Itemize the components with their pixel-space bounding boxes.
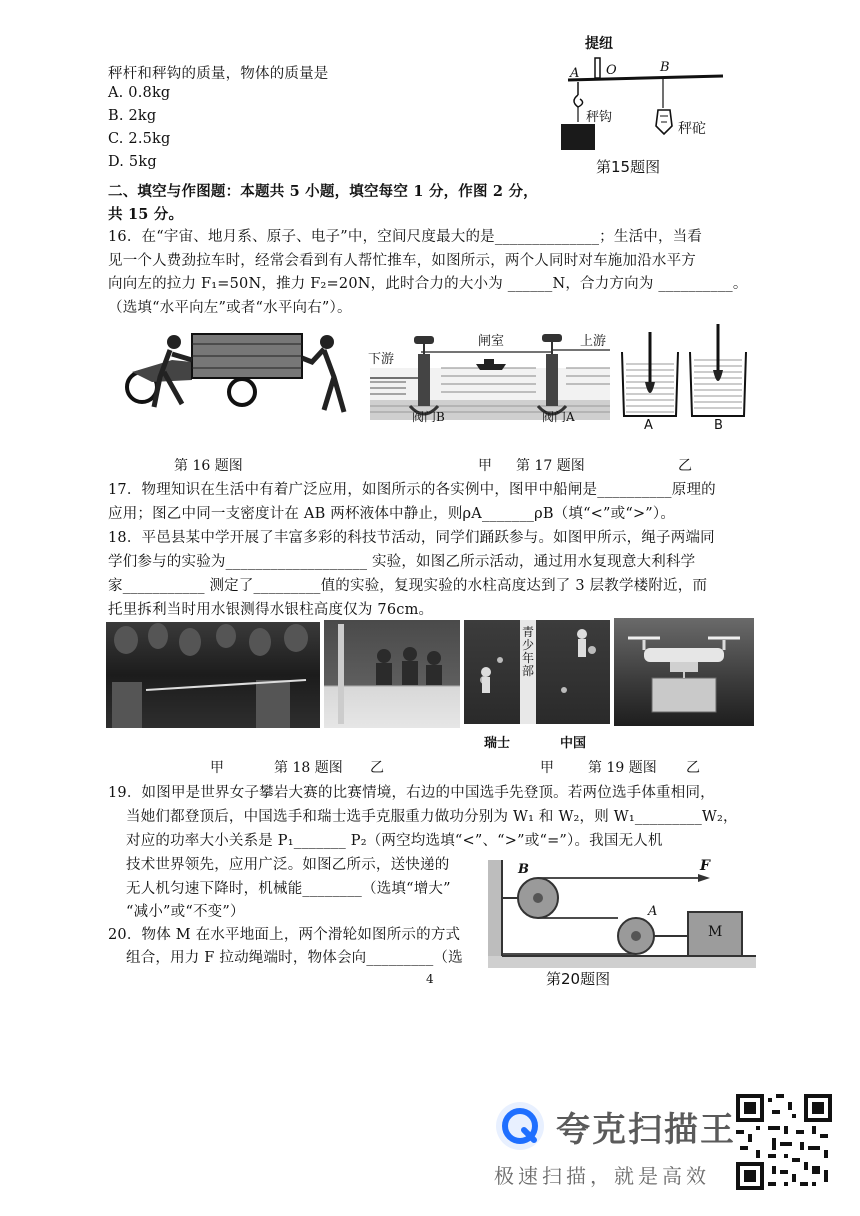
figure-17-yi-label: 乙: [678, 458, 692, 474]
label-beaker-b: B: [714, 418, 723, 433]
figure-18-jia-label: 甲: [210, 760, 224, 776]
q16-line-3: 向向左的拉力 F₁=50N，推力 F₂=20N，此时合力的大小为 ______N，合力方向为 __________。: [108, 276, 748, 292]
q19-line-1: 19．如图甲是世界女子攀岩大赛的比赛情境，右边的中国选手先登顶。若两位选手体重相同，: [108, 785, 715, 801]
label-b: B: [660, 60, 670, 75]
footer-slogan: 极速扫描，就是高效: [494, 1164, 710, 1188]
figure-19-jia-photo: [464, 620, 610, 724]
q15-option-c: C. 2.5kg: [108, 131, 171, 147]
page-number: 4: [426, 972, 434, 986]
q20-line-1: 20．物体 M 在水平地面上，两个滑轮如图所示的方式: [108, 927, 461, 943]
q15-stem: 秤杆和秤钩的质量，物体的质量是: [108, 66, 329, 82]
q16-line-4: （选填“水平向左”或者“水平向右”）。: [108, 300, 352, 316]
q20-line-2: 组合，用力 F 拉动绳端时，物体会向_________（选: [126, 950, 463, 966]
figure-18-yi-photo: [324, 620, 460, 728]
figure-19-jia-label: 甲: [540, 760, 554, 776]
label-xiayou: 下游: [368, 352, 395, 367]
label-tiniu: 提纽: [585, 36, 613, 52]
figure-20-pulleys: [488, 860, 756, 990]
q16-line-1: 16．在“宇宙、地月系、原子、电子”中，空间尺度最大的是______________；生活中，当看: [108, 229, 703, 245]
q19-line-6: “减小”或“不变”）: [126, 904, 245, 920]
label-o: O: [606, 63, 617, 78]
q17-line-2: 应用；图乙中同一支密度计在 AB 两杯液体中静止，则ρA_______ρB（填“<”或“>”）。: [108, 506, 676, 522]
label-chenggou: 秤钩: [586, 110, 613, 125]
label-pulley-a: A: [648, 904, 658, 919]
label-pulley-b: B: [518, 862, 529, 877]
figure-18-jia-photo: [106, 622, 320, 728]
q18-line-1: 18．平邑县某中学开展了丰富多彩的科技节活动，同学们踊跃参与。如图甲所示，绳子两端同: [108, 530, 715, 546]
figure-17-ship-lock: [366, 326, 614, 424]
figure-17-beakers: [618, 320, 758, 436]
figure-19-caption: 第 19 题图: [588, 760, 657, 776]
figure-17-jia-label: 甲: [478, 458, 492, 474]
q19-line-4: 技术世界领先，应用广泛。如图乙所示，送快递的: [126, 857, 450, 873]
figure-19-yi-drone-photo: [614, 618, 754, 726]
figure-17-caption: 第 17 题图: [516, 458, 585, 474]
q18-line-4: 托里拆利当时用水银测得水银柱高度仅为 76cm。: [108, 602, 434, 618]
q16-line-2: 见一个人费劲拉车时，经常会看到有人帮忙推车，如图所示，两个人同时对车施加沿水平方: [108, 253, 696, 269]
q18-line-3: 家___________ 测定了_________值的实验，复现实验的水柱高度达到了 3 层教学楼附近，而: [108, 578, 708, 594]
figure-16-cart: [112, 322, 368, 422]
label-beaker-a: A: [644, 418, 653, 433]
quark-logo-icon: [494, 1100, 546, 1152]
q15-option-b: B. 2kg: [108, 108, 157, 124]
section-2-title-cont: 共 15 分。: [108, 206, 184, 223]
q17-line-1: 17．物理知识在生活中有着广泛应用，如图所示的各实例中，图甲中船闸是__________原理的: [108, 482, 716, 498]
q19-line-3: 对应的功率大小关系是 P₁_______ P₂（两空均选填“<”、“>”或“=”）。我国无人机: [126, 833, 663, 849]
label-zhashi: 闸室: [478, 334, 505, 349]
figure-18-caption: 第 18 题图: [274, 760, 343, 776]
label-shangyou: 上游: [580, 334, 607, 349]
q15-option-d: D. 5kg: [108, 154, 157, 170]
climbing-wall-sign: 青少年部: [522, 625, 535, 678]
figure-19-yi-label: 乙: [686, 760, 700, 776]
footer-brand: 夸克扫描王: [556, 1110, 736, 1150]
section-2-title: 二、填空与作图题：本题共 5 小题，填空每空 1 分，作图 2 分，: [108, 183, 538, 200]
label-block-m: M: [708, 924, 723, 940]
figure-18-yi-label: 乙: [370, 760, 384, 776]
label-zhongguo: 中国: [560, 736, 587, 751]
q19-line-2: 当她们都登顶后，中国选手和瑞士选手克服重力做功分别为 W₁ 和 W₂，则 W₁_________W₂，: [126, 809, 738, 825]
q18-line-2: 学们参与的实验为___________________ 实验，如图乙所示活动，通过用水复现意大利科学: [108, 554, 696, 570]
qr-code: [736, 1094, 832, 1190]
figure-15-caption: 第15题图: [596, 158, 661, 176]
q15-option-a: A. 0.8kg: [108, 85, 171, 101]
label-famen-b: 阀门B: [412, 410, 445, 424]
label-famen-a: 阀门A: [542, 410, 575, 424]
q19-line-5: 无人机匀速下降时，机械能________（选填“增大”: [126, 881, 451, 897]
label-ruishi: 瑞士: [484, 736, 511, 751]
label-force-f: F: [700, 858, 710, 874]
label-chengtuo: 秤砣: [678, 121, 706, 137]
label-a: A: [570, 66, 580, 81]
figure-15-steelyard: [548, 30, 728, 180]
figure-20-caption: 第20题图: [546, 970, 611, 988]
figure-16-caption: 第 16 题图: [174, 458, 243, 474]
